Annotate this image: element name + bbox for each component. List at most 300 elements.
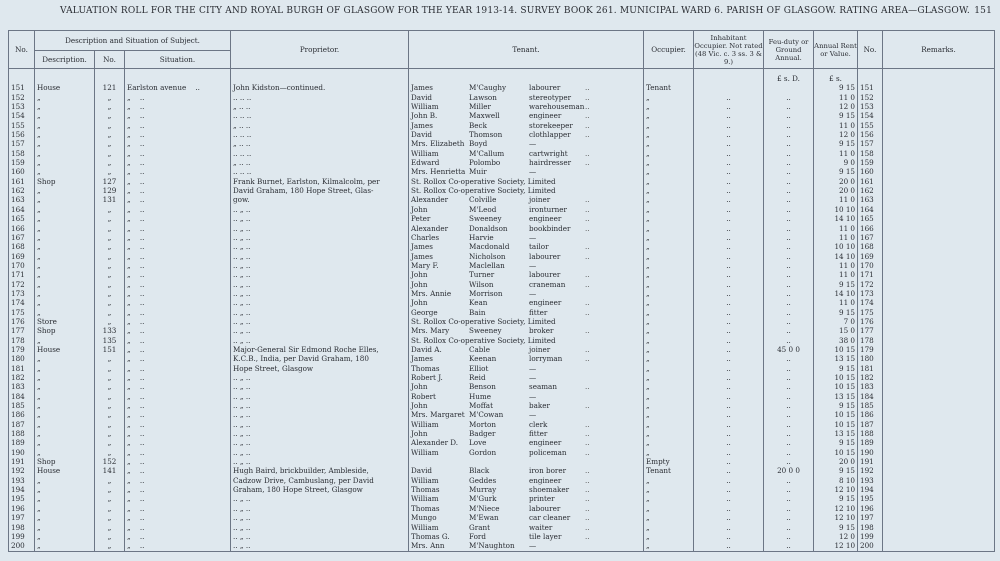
- row-tenant: [409, 102, 644, 111]
- row-number: 158: [9, 149, 35, 158]
- tenant-leader: ..: [585, 158, 590, 168]
- row-description: „: [35, 214, 95, 223]
- tenant-surname: Ford: [469, 531, 486, 541]
- tenant-surname: Black: [469, 466, 490, 476]
- situation-text: „: [127, 176, 131, 186]
- row-occupier: „: [644, 252, 694, 261]
- table-row: [9, 205, 995, 214]
- row-feuduty: 45 0 0: [764, 345, 814, 354]
- row-number-right: 174: [858, 298, 883, 307]
- tenant-first-name: James: [411, 251, 433, 261]
- situation-text: „: [127, 148, 131, 158]
- row-proprietor: K.C.B., India, per David Graham, 180: [231, 354, 409, 363]
- row-number-right: 187: [858, 420, 883, 429]
- row-situation: [125, 336, 231, 345]
- situation-leader: ..: [139, 429, 145, 439]
- tenant-leader: ..: [585, 214, 590, 224]
- row-feuduty: ..: [764, 541, 814, 551]
- row-street-number: „: [95, 270, 125, 279]
- row-tenant: [409, 280, 644, 289]
- row-number: 189: [9, 438, 35, 447]
- row-remarks: [883, 270, 995, 279]
- row-situation: [125, 121, 231, 130]
- row-inhabitant: ..: [694, 130, 764, 139]
- table-row: [9, 532, 995, 541]
- row-annual-value: 13 15: [814, 354, 858, 363]
- row-annual-value: 9 15: [814, 280, 858, 289]
- row-inhabitant: ..: [694, 485, 764, 494]
- row-feuduty: ..: [764, 448, 814, 457]
- tenant-surname: Muir: [469, 167, 487, 177]
- row-remarks: [883, 523, 995, 532]
- row-street-number: „: [95, 102, 125, 111]
- row-remarks: [883, 504, 995, 513]
- row-proprietor: .. „ ..: [231, 326, 409, 335]
- row-inhabitant: ..: [694, 420, 764, 429]
- row-annual-value: 12 10: [814, 504, 858, 513]
- row-proprietor: .. „ ..: [231, 494, 409, 503]
- tenant-first-name: John: [411, 429, 428, 439]
- row-remarks: [883, 158, 995, 167]
- row-number-right: 152: [858, 93, 883, 102]
- row-number-right: 160: [858, 167, 883, 176]
- situation-text: „: [127, 531, 131, 541]
- row-street-number: „: [95, 317, 125, 326]
- row-number: 163: [9, 195, 35, 204]
- tenant-surname: Murray: [469, 485, 497, 495]
- row-proprietor: .. „ ..: [231, 513, 409, 522]
- tenant-occupation: seaman: [529, 382, 557, 392]
- row-number: 192: [9, 466, 35, 475]
- row-number: 188: [9, 429, 35, 438]
- tenant-leader: ..: [585, 354, 590, 364]
- row-occupier: „: [644, 93, 694, 102]
- table-row: [9, 373, 995, 382]
- row-remarks: [883, 195, 995, 204]
- table-row: [9, 233, 995, 242]
- row-annual-value: 9 15: [814, 83, 858, 92]
- table-row: [9, 102, 995, 111]
- situation-leader: ..: [139, 195, 145, 205]
- situation-text: „: [127, 214, 131, 224]
- row-street-number: „: [95, 224, 125, 233]
- table-row: [9, 289, 995, 298]
- row-remarks: [883, 214, 995, 223]
- tenant-surname: Macdonald: [469, 242, 510, 252]
- page-number: 151: [974, 6, 992, 16]
- tenant-leader: ..: [585, 120, 590, 130]
- situation-text: „: [127, 503, 131, 513]
- row-annual-value: 8 10: [814, 476, 858, 485]
- row-inhabitant: ..: [694, 149, 764, 158]
- row-street-number: „: [95, 289, 125, 298]
- tenant-first-name: St. Rollox Co-operative Society, Limited: [411, 186, 556, 196]
- tenant-first-name: John: [411, 204, 428, 214]
- table-row: [9, 466, 995, 475]
- situation-leader: ..: [139, 494, 145, 504]
- row-street-number: „: [95, 130, 125, 139]
- row-annual-value: 10 15: [814, 382, 858, 391]
- row-annual-value: 9 15: [814, 438, 858, 447]
- row-occupier: „: [644, 420, 694, 429]
- row-feuduty: ..: [764, 139, 814, 148]
- row-feuduty: ..: [764, 121, 814, 130]
- row-annual-value: 11 0: [814, 261, 858, 270]
- row-occupier: „: [644, 504, 694, 513]
- tenant-first-name: William: [411, 447, 439, 457]
- tenant-leader: ..: [585, 92, 590, 102]
- situation-text: „: [127, 419, 131, 429]
- row-proprietor: .. „ ..: [231, 261, 409, 270]
- row-inhabitant: ..: [694, 345, 764, 354]
- row-proprietor: Hope Street, Glasgow: [231, 364, 409, 373]
- situation-text: „: [127, 354, 131, 364]
- row-description: „: [35, 504, 95, 513]
- tenant-leader: ..: [585, 251, 590, 261]
- tenant-first-name: Charles: [411, 232, 440, 242]
- row-annual-value: 20 0: [814, 186, 858, 195]
- row-remarks: [883, 308, 995, 317]
- row-remarks: [883, 177, 995, 186]
- row-number-right: 200: [858, 541, 883, 551]
- row-description: „: [35, 401, 95, 410]
- row-description: „: [35, 261, 95, 270]
- row-description: Shop: [35, 177, 95, 186]
- situation-leader: ..: [139, 410, 145, 420]
- situation-leader: ..: [139, 344, 145, 354]
- row-feuduty: ..: [764, 392, 814, 401]
- table-row: [9, 513, 995, 522]
- row-street-number: 127: [95, 177, 125, 186]
- row-situation: [125, 457, 231, 466]
- row-number: 162: [9, 186, 35, 195]
- row-proprietor: .. .. ..: [231, 167, 409, 176]
- tenant-first-name: William: [411, 419, 439, 429]
- row-inhabitant: [694, 83, 764, 92]
- row-tenant: [409, 93, 644, 102]
- tenant-first-name: Thomas: [411, 503, 440, 513]
- tenant-surname: Kean: [469, 298, 488, 308]
- row-number-right: 163: [858, 195, 883, 204]
- row-proprietor: .. „ ..: [231, 205, 409, 214]
- row-number: 196: [9, 504, 35, 513]
- row-occupier: „: [644, 401, 694, 410]
- tenant-surname: Sweeney: [469, 326, 502, 336]
- tenant-first-name: William: [411, 148, 439, 158]
- tenant-occupation: —: [529, 288, 537, 298]
- tenant-occupation: clothlapper: [529, 130, 571, 140]
- row-inhabitant: ..: [694, 205, 764, 214]
- row-number: 187: [9, 420, 35, 429]
- row-description: „: [35, 532, 95, 541]
- row-occupier: „: [644, 270, 694, 279]
- situation-text: „: [127, 223, 131, 233]
- situation-leader: ..: [139, 158, 145, 168]
- situation-text: „: [127, 242, 131, 252]
- situation-leader: ..: [139, 307, 145, 317]
- situation-text: „: [127, 401, 131, 411]
- row-tenant: [409, 139, 644, 148]
- tenant-occupation: lorryman: [529, 354, 563, 364]
- row-remarks: [883, 373, 995, 382]
- row-street-number: „: [95, 252, 125, 261]
- row-number: 173: [9, 289, 35, 298]
- row-street-number: „: [95, 504, 125, 513]
- tenant-occupation: joiner: [529, 344, 551, 354]
- row-tenant: [409, 83, 644, 92]
- row-situation: [125, 242, 231, 251]
- row-number: 159: [9, 158, 35, 167]
- row-feuduty: ..: [764, 476, 814, 485]
- row-annual-value: 11 0: [814, 298, 858, 307]
- row-number: 194: [9, 485, 35, 494]
- tenant-first-name: St. Rollox Co-operative Society, Limited: [411, 335, 556, 345]
- situation-text: „: [127, 485, 131, 495]
- row-description: „: [35, 438, 95, 447]
- row-inhabitant: ..: [694, 177, 764, 186]
- row-description: „: [35, 167, 95, 176]
- valuation-table: [8, 30, 995, 552]
- tenant-leader: ..: [585, 401, 590, 411]
- row-occupier: „: [644, 121, 694, 130]
- tenant-first-name: Mrs. Margaret: [411, 410, 465, 420]
- row-feuduty: ..: [764, 326, 814, 335]
- row-annual-value: 9 15: [814, 466, 858, 475]
- tenant-leader: ..: [585, 148, 590, 158]
- tenant-leader: ..: [585, 494, 590, 504]
- row-number: 170: [9, 261, 35, 270]
- row-description: „: [35, 392, 95, 401]
- tenant-first-name: David: [411, 130, 433, 140]
- row-feuduty: ..: [764, 149, 814, 158]
- row-street-number: 151: [95, 345, 125, 354]
- row-remarks: [883, 532, 995, 541]
- row-situation: [125, 354, 231, 363]
- row-inhabitant: ..: [694, 410, 764, 419]
- row-inhabitant: ..: [694, 392, 764, 401]
- tenant-occupation: broker: [529, 326, 554, 336]
- row-proprietor: .. „ ..: [231, 214, 409, 223]
- row-street-number: „: [95, 167, 125, 176]
- row-remarks: [883, 513, 995, 522]
- situation-leader: ..: [139, 541, 145, 551]
- row-tenant: [409, 224, 644, 233]
- row-annual-value: 9 15: [814, 308, 858, 317]
- row-number: 168: [9, 242, 35, 251]
- situation-text: „: [127, 186, 131, 196]
- tenant-occupation: —: [529, 260, 537, 270]
- row-street-number: 133: [95, 326, 125, 335]
- row-number: 199: [9, 532, 35, 541]
- col-no2-header: No.: [858, 31, 883, 69]
- table-row: [9, 448, 995, 457]
- tenant-leader: ..: [585, 438, 590, 448]
- row-description: „: [35, 308, 95, 317]
- row-tenant: [409, 261, 644, 270]
- row-feuduty: ..: [764, 532, 814, 541]
- tenant-surname: Harvie: [469, 232, 494, 242]
- row-proprietor: David Graham, 180 Hope Street, Glas-: [231, 186, 409, 195]
- row-occupier: „: [644, 224, 694, 233]
- row-annual-value: 11 0: [814, 233, 858, 242]
- tenant-first-name: David: [411, 92, 433, 102]
- situation-text: „: [127, 494, 131, 504]
- row-street-number: „: [95, 111, 125, 120]
- situation-leader: ..: [139, 382, 145, 392]
- row-proprietor: .. „ ..: [231, 523, 409, 532]
- row-number: 164: [9, 205, 35, 214]
- row-occupier: „: [644, 139, 694, 148]
- tenant-surname: Grant: [469, 522, 490, 532]
- row-street-number: „: [95, 308, 125, 317]
- row-occupier: „: [644, 298, 694, 307]
- row-occupier: „: [644, 130, 694, 139]
- row-number-right: 192: [858, 466, 883, 475]
- tenant-surname: Love: [469, 438, 487, 448]
- situation-leader: ..: [139, 363, 145, 373]
- page-header: [0, 6, 1000, 20]
- row-remarks: [883, 186, 995, 195]
- row-street-number: „: [95, 373, 125, 382]
- row-remarks: [883, 289, 995, 298]
- situation-text: „: [127, 391, 131, 401]
- row-proprietor: .. .. ..: [231, 111, 409, 120]
- tenant-occupation: storekeeper: [529, 120, 573, 130]
- row-situation: [125, 177, 231, 186]
- row-occupier: „: [644, 233, 694, 242]
- row-tenant: [409, 242, 644, 251]
- row-description: „: [35, 420, 95, 429]
- row-occupier: „: [644, 373, 694, 382]
- situation-leader: ..: [139, 242, 145, 252]
- row-description: „: [35, 448, 95, 457]
- situation-leader: ..: [139, 354, 145, 364]
- row-inhabitant: ..: [694, 167, 764, 176]
- situation-text: „: [127, 195, 131, 205]
- row-remarks: [883, 93, 995, 102]
- situation-leader: ..: [139, 148, 145, 158]
- row-feuduty: ..: [764, 523, 814, 532]
- row-occupier: „: [644, 494, 694, 503]
- tenant-occupation: —: [529, 373, 537, 382]
- row-occupier: „: [644, 167, 694, 176]
- tenant-occupation: warehouseman: [529, 102, 585, 112]
- row-inhabitant: ..: [694, 298, 764, 307]
- row-occupier: „: [644, 485, 694, 494]
- tenant-occupation: iron borer: [529, 466, 567, 476]
- row-annual-value: 12 10: [814, 541, 858, 551]
- situation-leader: ..: [139, 130, 145, 140]
- row-tenant: [409, 466, 644, 475]
- row-inhabitant: ..: [694, 513, 764, 522]
- tenant-surname: Maclellan: [469, 260, 505, 270]
- row-remarks: [883, 466, 995, 475]
- tenant-occupation: waiter: [529, 522, 553, 532]
- row-inhabitant: ..: [694, 289, 764, 298]
- row-inhabitant: ..: [694, 252, 764, 261]
- row-proprietor: gow.: [231, 195, 409, 204]
- row-inhabitant: ..: [694, 111, 764, 120]
- page-title: VALUATION ROLL FOR THE CITY AND ROYAL BURGH OF GLASGOW FOR THE YEAR 1913-14. SURVEY BOOK 261. MUNICIPAL WARD 6. PARISH OF GLASGOW. RATING AREA—GLASGOW.: [60, 6, 970, 16]
- row-situation: [125, 167, 231, 176]
- row-inhabitant: ..: [694, 401, 764, 410]
- row-proprietor: .. „ ..: [231, 457, 409, 466]
- row-feuduty: ..: [764, 158, 814, 167]
- row-proprietor: „ .. ..: [231, 139, 409, 148]
- tenant-first-name: William: [411, 522, 439, 532]
- tenant-first-name: John: [411, 279, 428, 289]
- row-inhabitant: ..: [694, 280, 764, 289]
- row-description: „: [35, 233, 95, 242]
- tenant-first-name: Mary F.: [411, 260, 439, 270]
- row-remarks: [883, 121, 995, 130]
- row-tenant: [409, 186, 644, 195]
- row-inhabitant: ..: [694, 139, 764, 148]
- row-tenant: [409, 485, 644, 494]
- row-feuduty: ..: [764, 289, 814, 298]
- row-street-number: „: [95, 93, 125, 102]
- row-remarks: [883, 102, 995, 111]
- row-number-right: 170: [858, 261, 883, 270]
- situation-text: „: [127, 429, 131, 439]
- col-feuduty-header: Feu-duty or Ground Annual.: [764, 31, 814, 69]
- row-annual-value: 10 15: [814, 345, 858, 354]
- row-occupier: „: [644, 289, 694, 298]
- row-number: 176: [9, 317, 35, 326]
- tenant-occupation: engineer: [529, 298, 562, 308]
- row-street-number: „: [95, 401, 125, 410]
- row-number-right: 155: [858, 121, 883, 130]
- row-situation: [125, 448, 231, 457]
- row-remarks: [883, 242, 995, 251]
- row-feuduty: ..: [764, 233, 814, 242]
- row-feuduty: ..: [764, 504, 814, 513]
- tenant-occupation: policeman: [529, 447, 567, 457]
- row-tenant: [409, 289, 644, 298]
- row-street-number: „: [95, 532, 125, 541]
- situation-leader: ..: [195, 83, 200, 93]
- situation-leader: ..: [139, 251, 145, 261]
- row-tenant: [409, 448, 644, 457]
- row-annual-value: 20 0: [814, 177, 858, 186]
- tenant-leader: ..: [585, 111, 590, 121]
- row-description: „: [35, 121, 95, 130]
- row-tenant: [409, 438, 644, 447]
- tenant-first-name: Mrs. Annie: [411, 288, 452, 298]
- row-occupier: „: [644, 186, 694, 195]
- table-row: [9, 326, 995, 335]
- col-tenant-header: Tenant.: [409, 31, 644, 69]
- row-inhabitant: ..: [694, 233, 764, 242]
- tenant-occupation: cartwright: [529, 148, 568, 158]
- situation-text: „: [127, 232, 131, 242]
- row-situation: [125, 504, 231, 513]
- col-annual-header: Annual Rent or Value.: [814, 31, 858, 69]
- feuduty-units: £ s. D.: [764, 69, 814, 84]
- row-number-right: 194: [858, 485, 883, 494]
- row-number: 183: [9, 382, 35, 391]
- row-description: „: [35, 224, 95, 233]
- table-row: [9, 420, 995, 429]
- row-description: „: [35, 111, 95, 120]
- row-tenant: [409, 167, 644, 176]
- situation-text: „: [127, 513, 131, 523]
- situation-text: „: [127, 139, 131, 149]
- row-proprietor: .. „ ..: [231, 242, 409, 251]
- row-feuduty: ..: [764, 298, 814, 307]
- row-situation: [125, 111, 231, 120]
- row-number: 151: [9, 83, 35, 92]
